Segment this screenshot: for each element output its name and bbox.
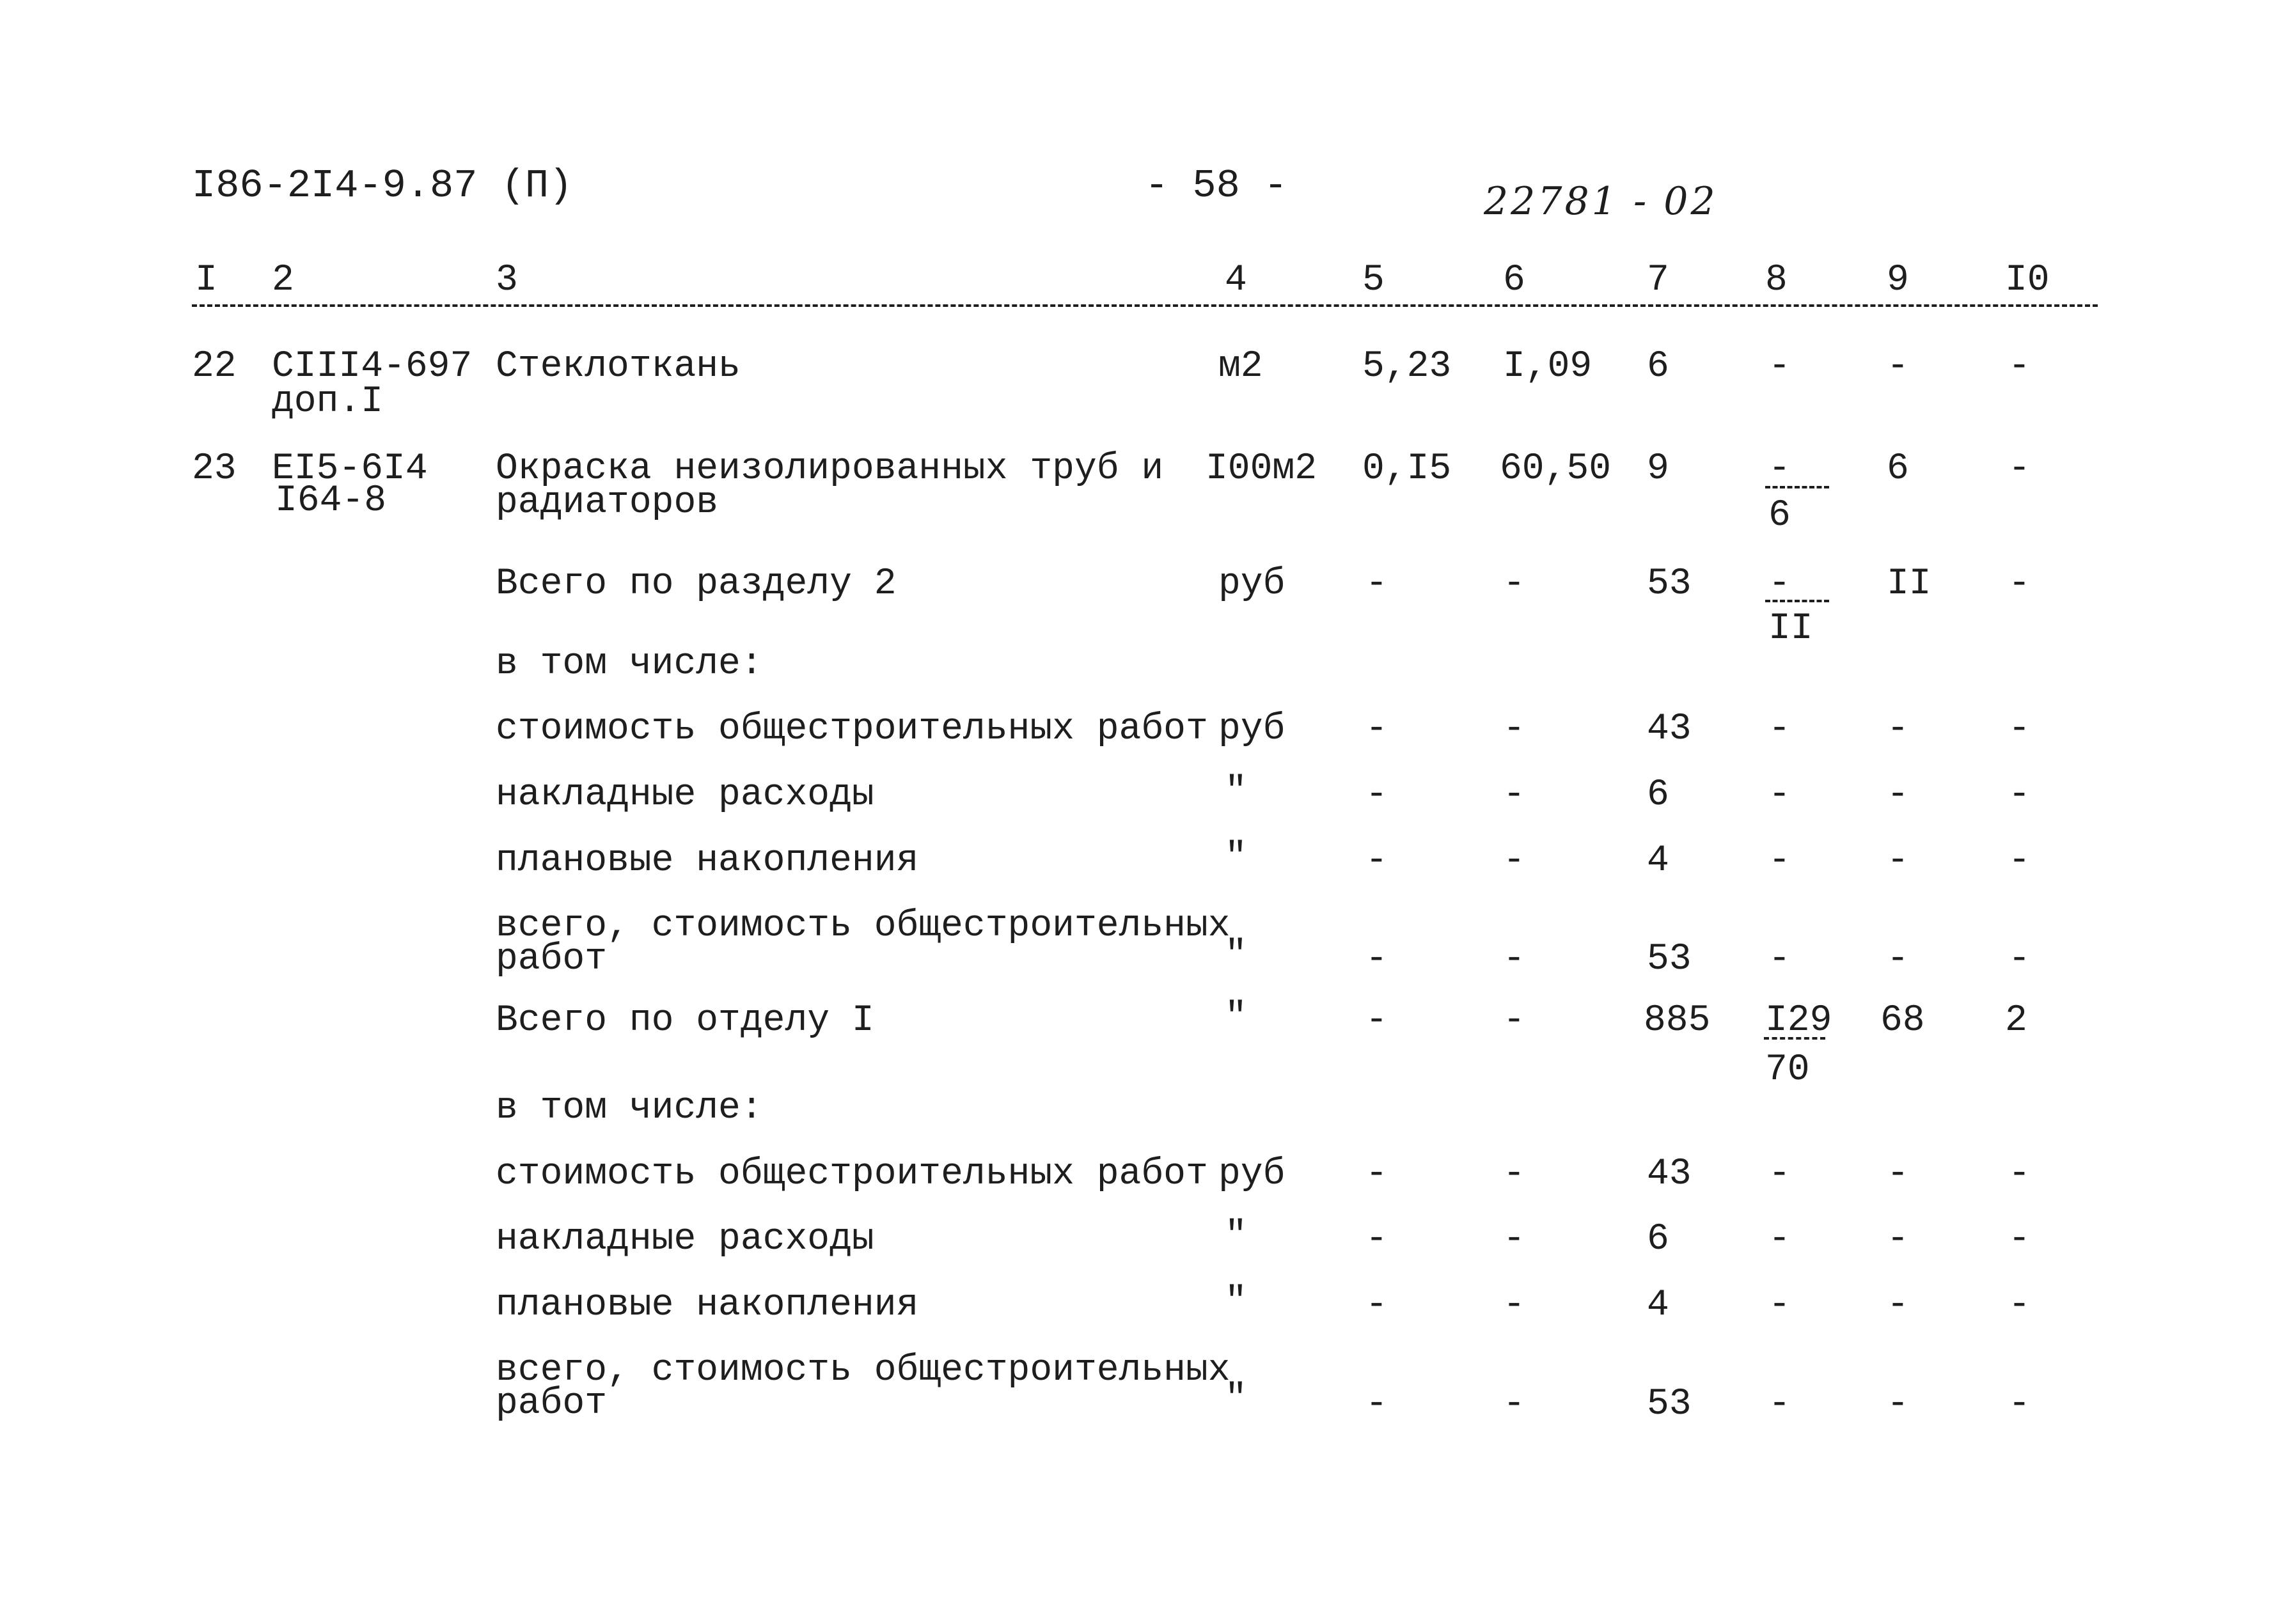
row-col5: - [1365,1153,1388,1195]
col-header-6: 6 [1503,260,1525,301]
row-description: накладные расходы [496,1219,874,1260]
row-col7: 6 [1647,346,1669,387]
row-description: Всего по отделу I [496,1000,874,1042]
col-header-2: 2 [272,260,294,301]
row-col8: - [1768,1384,1791,1425]
row-col9: 68 [1880,1000,1925,1042]
row-col6: - [1503,840,1525,882]
row-col10: - [2008,1384,2031,1425]
row-col6: 60,50 [1500,448,1612,490]
row-col8-bottom: 6 [1768,495,1791,536]
row-col8-bottom: 70 [1765,1049,1810,1091]
row-col6: - [1503,1219,1525,1260]
row-description: стоимость общестроительных работ [496,708,1208,750]
row-col9: - [1887,346,1909,387]
row-col5: 5,23 [1362,346,1452,387]
row-number: 23 [192,448,237,490]
row-unit: м2 [1218,346,1263,387]
row-description: накладные расходы [496,774,874,816]
row-description-cont: работ [496,939,608,980]
row-col10: - [2008,939,2031,980]
row-col6: - [1503,939,1525,980]
row-col8-bottom: II [1768,608,1813,650]
row-col6: I,09 [1503,346,1592,387]
row-col8: - [1768,939,1791,980]
row-unit: I00м2 [1206,448,1317,490]
row-col10: - [2008,774,2031,816]
col-header-8: 8 [1765,260,1788,301]
row-col10: - [2008,840,2031,882]
row-col6: - [1503,774,1525,816]
row-col7: 53 [1647,939,1692,980]
row-description-cont: радиаторов [496,482,719,524]
row-col6: - [1503,708,1525,750]
row-col5: - [1365,1284,1388,1326]
row-unit: руб [1218,563,1286,605]
row-code-extra: доп.I [272,381,384,423]
row-col10: - [2008,1284,2031,1326]
row-description: плановые накопления [496,840,919,882]
row-col8: - [1768,708,1791,750]
row-description-cont: работ [496,1383,608,1425]
row-description: плановые накопления [496,1284,919,1326]
row-col5: - [1365,939,1388,980]
row-unit: " [1225,837,1247,878]
row-col7: 6 [1647,1219,1669,1260]
row-col6: - [1503,563,1525,605]
row-col5: - [1365,1000,1388,1042]
row-col5: - [1365,708,1388,750]
row-col5: - [1365,774,1388,816]
row-unit: " [1225,1378,1247,1420]
row-unit: " [1225,771,1247,813]
row-col7: 885 [1644,1000,1711,1042]
row-col5: - [1365,1384,1388,1425]
row-unit: руб [1218,708,1286,750]
row-col7: 9 [1647,448,1669,490]
row-col9: - [1887,774,1909,816]
fraction-line [1765,486,1829,488]
row-col8: - [1768,1219,1791,1260]
row-description: стоимость общестроительных работ [496,1153,1208,1195]
subsection-label: в том числе: [496,1088,763,1129]
row-col8: - [1768,346,1791,387]
row-col9: - [1887,708,1909,750]
col-header-10: I0 [2005,260,2050,301]
col-header-4: 4 [1225,260,1247,301]
row-col9: - [1887,939,1909,980]
row-unit: " [1225,997,1247,1038]
row-col7: 4 [1647,840,1669,882]
row-col7: 4 [1647,1284,1669,1326]
row-col7: 43 [1647,708,1692,750]
row-col5: - [1365,1219,1388,1260]
row-col9: - [1887,1153,1909,1195]
row-col6: - [1503,1000,1525,1042]
row-col9: 6 [1887,448,1909,490]
row-col10: - [2008,346,2031,387]
row-col8: - [1768,1284,1791,1326]
col-header-9: 9 [1887,260,1909,301]
col-header-1: I [195,260,217,301]
row-col8-top: I29 [1765,1000,1832,1042]
row-col8: - [1768,840,1791,882]
row-code: ЕI5-6I4 [272,448,428,490]
row-col5: - [1365,840,1388,882]
row-unit: руб [1218,1153,1286,1195]
subsection-label: в том числе: [496,643,763,685]
row-col9: II [1887,563,1931,605]
row-col10: - [2008,708,2031,750]
row-col8: - [1768,1153,1791,1195]
row-unit: " [1225,1215,1247,1257]
row-description: всего, стоимость общестроительных [496,1350,1231,1391]
row-col6: - [1503,1284,1525,1326]
row-code-extra: I64-8 [275,480,387,522]
row-code: СIII4-697 [272,346,473,387]
row-col5: 0,I5 [1362,448,1452,490]
row-col5: - [1365,563,1388,605]
fraction-line [1764,1037,1825,1040]
row-col6: - [1503,1384,1525,1425]
row-col8-top: - [1768,448,1791,490]
row-col7: 43 [1647,1153,1692,1195]
row-description: Окраска неизолированных труб и [496,448,1164,490]
handwritten-number: 22781 - 02 [1484,179,1718,224]
row-col7: 6 [1647,774,1669,816]
header-divider [192,304,2098,307]
row-unit: " [1225,1281,1247,1323]
col-header-7: 7 [1647,260,1669,301]
row-col6: - [1503,1153,1525,1195]
row-col9: - [1887,1284,1909,1326]
col-header-5: 5 [1362,260,1385,301]
row-number: 22 [192,346,237,387]
row-col10: 2 [2005,1000,2027,1042]
row-col10: - [2008,563,2031,605]
row-col9: - [1887,1219,1909,1260]
row-col9: - [1887,840,1909,882]
row-description: Всего по разделу 2 [496,563,897,605]
row-col8-top: - [1768,563,1791,605]
row-col10: - [2008,448,2031,490]
row-col10: - [2008,1219,2031,1260]
document-code: I86-2I4-9.87 (П) [192,163,573,208]
col-header-3: 3 [496,260,518,301]
row-description: всего, стоимость общестроительных [496,905,1231,947]
fraction-line [1765,600,1829,602]
row-col7: 53 [1647,563,1692,605]
row-col7: 53 [1647,1384,1692,1425]
row-description: Стеклоткань [496,346,741,387]
row-col9: - [1887,1384,1909,1425]
page-number: - 58 - [1145,163,1288,208]
row-col8: - [1768,774,1791,816]
row-unit: " [1225,935,1247,976]
row-col10: - [2008,1153,2031,1195]
